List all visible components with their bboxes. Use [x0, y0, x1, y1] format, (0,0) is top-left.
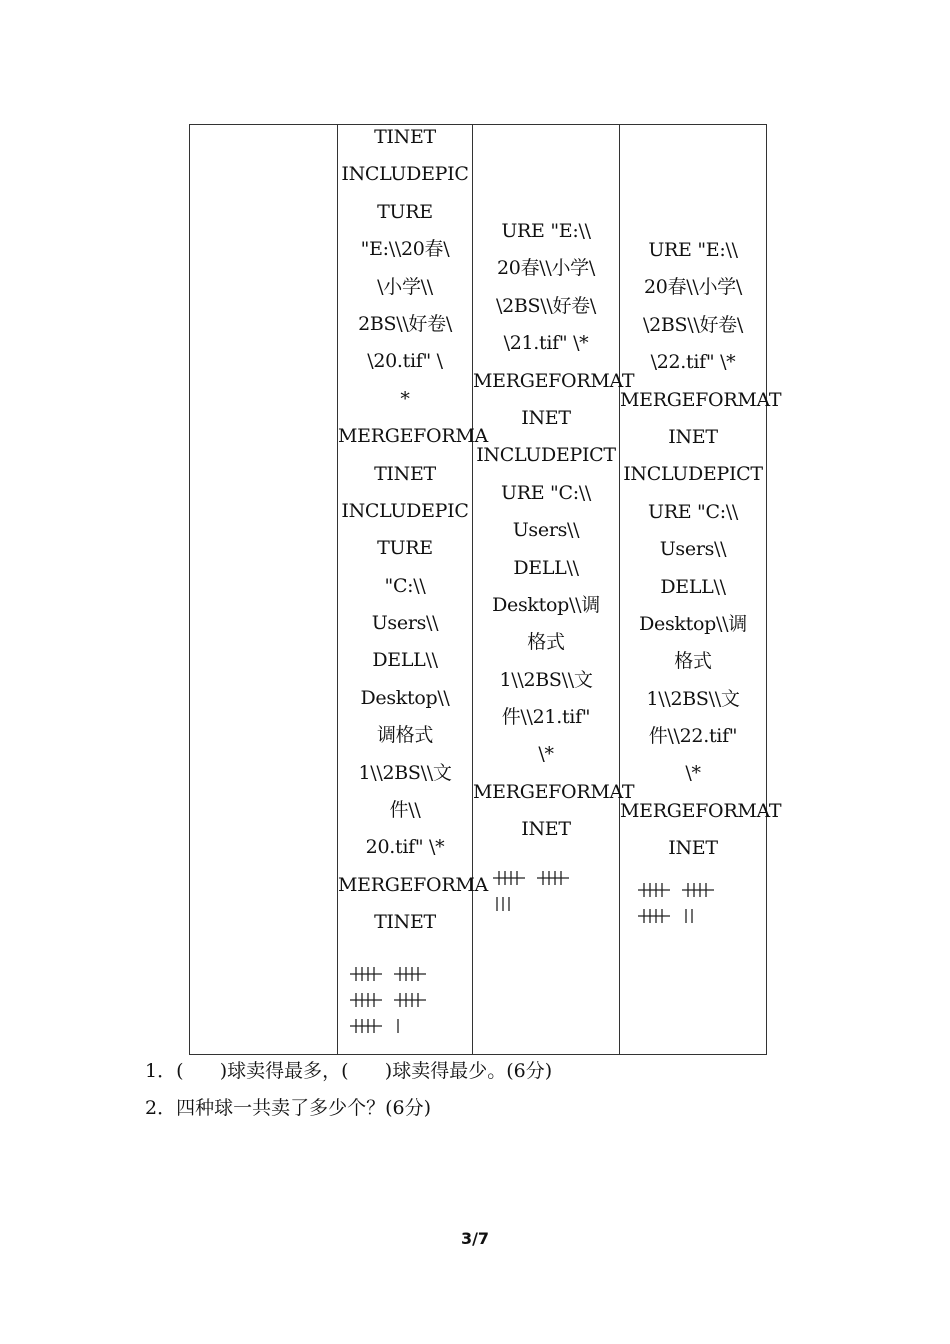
field-code-line: INET — [668, 837, 718, 860]
field-code-line: Users\\ — [659, 538, 727, 561]
field-code-line: TINET — [374, 911, 436, 934]
field-code-line: 2BS\\好卷\ — [358, 312, 452, 335]
field-code-line: \* — [685, 762, 701, 785]
field-code-line: TINET — [374, 462, 436, 485]
tally-svg — [638, 881, 726, 933]
field-code-line: 件\\ — [389, 799, 421, 822]
field-code-line: INET — [521, 406, 571, 429]
field-code-line: INCLUDEPICT — [476, 444, 616, 467]
field-code-line: TINET — [374, 126, 436, 148]
field-code-line: Desktop\\调 — [639, 612, 747, 635]
field-code-line: "E:\\20春\ — [360, 238, 450, 261]
sales-table — [189, 124, 782, 1055]
field-code-line: MERGEFORMAT — [473, 369, 635, 392]
field-code-line: Users\\ — [371, 612, 439, 635]
field-code-line: INET — [521, 818, 571, 841]
field-code-text — [338, 119, 488, 942]
tally-group-five — [638, 909, 670, 923]
field-code-line: DELL\\ — [513, 556, 579, 579]
field-code-line: MERGEFORMA — [338, 873, 488, 896]
field-code-line: MERGEFORMAT — [620, 799, 782, 822]
field-code-line: 1\\2BS\\文 — [499, 668, 593, 691]
question-2: 2．四种球一共卖了多少个？(6分) — [145, 1097, 432, 1119]
field-code-line: 调格式 — [376, 724, 434, 747]
tally-group-five — [350, 1019, 382, 1033]
field-code-line: 20春\\小学\ — [497, 257, 595, 280]
field-code-line: "C:\\ — [384, 574, 426, 597]
tally-group-five — [350, 993, 382, 1007]
field-code-line: \22.tif" \* — [650, 351, 736, 374]
tally-group-five — [394, 967, 426, 981]
field-code-line: INCLUDEPICT — [623, 463, 763, 486]
field-code-line: 20春\\小学\ — [644, 276, 742, 299]
field-code-line: INCLUDEPIC — [341, 163, 469, 186]
tally-group-five — [493, 871, 525, 885]
table-cell-empty — [190, 125, 338, 1054]
field-code-line: 格式 — [527, 631, 565, 654]
field-code-line: INCLUDEPIC — [341, 499, 469, 522]
table-cell-ball-3 — [473, 125, 635, 1054]
field-code-line: URE "E:\\ — [648, 239, 738, 261]
field-code-text — [620, 232, 782, 868]
tally-group-partial — [497, 897, 509, 911]
field-code-line: 1\\2BS\\文 — [358, 761, 452, 784]
field-code-line: * — [400, 387, 410, 410]
field-code-line: Users\\ — [512, 519, 580, 542]
tally-marks — [350, 965, 438, 1043]
field-code-line: Desktop\\调 — [492, 593, 600, 616]
field-code-line: 1\\2BS\\文 — [646, 687, 740, 710]
field-code-line: URE "C:\\ — [647, 500, 738, 523]
tally-marks — [638, 881, 726, 933]
field-code-line: 件\\21.tif" — [501, 706, 591, 729]
field-code-line: URE "E:\\ — [501, 220, 591, 242]
field-code-line: TURE — [377, 200, 433, 223]
question-1: 1．( )球卖得最多，( )球卖得最少。(6分) — [145, 1060, 553, 1082]
field-code-line: \* — [538, 743, 554, 766]
field-code-line: DELL\\ — [660, 575, 726, 598]
tally-svg — [350, 965, 438, 1043]
field-code-line: \20.tif" \ — [367, 350, 443, 373]
field-code-line: \2BS\\好卷\ — [643, 313, 743, 336]
tally-group-five — [394, 993, 426, 1007]
field-code-line: 20.tif" \* — [365, 836, 445, 859]
field-code-line: TURE — [377, 537, 433, 560]
tally-group-partial — [686, 909, 692, 923]
table-cell-ball-2 — [338, 125, 488, 1054]
field-code-line: URE "C:\\ — [500, 481, 591, 504]
table-cell-ball-4 — [620, 125, 782, 1054]
field-code-line: INET — [668, 425, 718, 448]
page-number: 3/7 — [460, 1229, 490, 1248]
field-code-line: 件\\22.tif" — [648, 725, 738, 748]
field-code-text — [473, 213, 635, 849]
field-code-line: MERGEFORMAT — [620, 388, 782, 411]
field-code-line: MERGEFORMAT — [473, 780, 635, 803]
tally-group-five — [638, 883, 670, 897]
tally-group-five — [350, 967, 382, 981]
field-code-line: \21.tif" \* — [503, 332, 589, 355]
tally-svg — [493, 869, 581, 921]
field-code-line: Desktop\\ — [360, 686, 450, 709]
field-code-line: 格式 — [674, 650, 712, 673]
tally-group-five — [682, 883, 714, 897]
field-code-line: DELL\\ — [372, 649, 438, 672]
field-code-line: MERGEFORMA — [338, 425, 488, 448]
field-code-line: \小学\\ — [377, 275, 433, 298]
tally-marks — [493, 869, 581, 921]
field-code-line: \2BS\\好卷\ — [496, 294, 596, 317]
tally-group-five — [537, 871, 569, 885]
